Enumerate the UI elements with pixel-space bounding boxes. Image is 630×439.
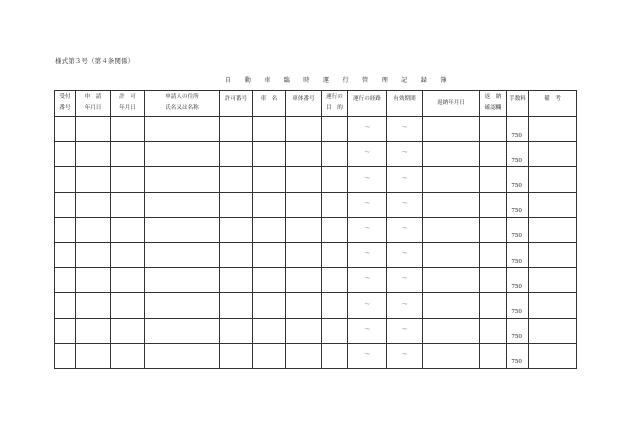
- vehicle-name-cell: [253, 192, 286, 217]
- return-date-cell: [423, 268, 480, 293]
- col-permit-date: 許 可 年月日: [111, 91, 145, 117]
- permit-number-cell: [220, 142, 253, 167]
- remarks-cell: [529, 242, 577, 267]
- applicant-cell: [145, 217, 220, 242]
- applicant-cell: [145, 142, 220, 167]
- application-date-cell: [76, 293, 111, 318]
- form-number-label: 様式第３号（第４条関係）: [55, 57, 135, 65]
- table-row: [55, 217, 577, 242]
- route-cell: ～: [348, 293, 387, 318]
- table-row: [55, 142, 577, 167]
- fee-cell: 750: [507, 268, 529, 293]
- col-permit-number: 許可番号: [220, 91, 253, 117]
- permit-date-cell: [111, 217, 145, 242]
- col-valid-period: 有効期間: [387, 91, 423, 117]
- application-date-cell: [76, 318, 111, 343]
- period-cell: ～: [387, 192, 423, 217]
- return-check-cell: [480, 318, 507, 343]
- permit-date-cell: [111, 343, 145, 368]
- chassis-number-cell: [286, 242, 322, 267]
- permit-date-cell: [111, 318, 145, 343]
- return-check-cell: [480, 192, 507, 217]
- route-cell: ～: [348, 142, 387, 167]
- vehicle-name-cell: [253, 293, 286, 318]
- return-date-cell: [423, 318, 480, 343]
- permit-date-cell: [111, 293, 145, 318]
- remarks-cell: [529, 268, 577, 293]
- application-date-cell: [76, 242, 111, 267]
- col-return-date: 返納年月日: [423, 91, 480, 117]
- chassis-number-cell: [286, 318, 322, 343]
- receipt-number-cell: [55, 343, 76, 368]
- table-row: [55, 117, 577, 142]
- col-chassis-number: 車体番号: [286, 91, 322, 117]
- table-row: [55, 268, 577, 293]
- chassis-number-cell: [286, 293, 322, 318]
- application-date-cell: [76, 192, 111, 217]
- applicant-cell: [145, 192, 220, 217]
- permit-date-cell: [111, 167, 145, 192]
- purpose-cell: [322, 167, 348, 192]
- permit-number-cell: [220, 268, 253, 293]
- applicant-cell: [145, 117, 220, 142]
- return-date-cell: [423, 192, 480, 217]
- return-date-cell: [423, 242, 480, 267]
- purpose-cell: [322, 293, 348, 318]
- col-operation-route: 運行の経路: [348, 91, 387, 117]
- header-row: [55, 91, 577, 117]
- applicant-cell: [145, 343, 220, 368]
- receipt-number-cell: [55, 242, 76, 267]
- fee-cell: 750: [507, 192, 529, 217]
- period-cell: ～: [387, 242, 423, 267]
- document-title: 自 動 車 臨 時 運 行 管 理 記 録 簿: [225, 77, 451, 84]
- application-date-cell: [76, 343, 111, 368]
- route-cell: ～: [348, 217, 387, 242]
- fee-cell: 750: [507, 293, 529, 318]
- period-cell: ～: [387, 293, 423, 318]
- permit-date-cell: [111, 117, 145, 142]
- permit-number-cell: [220, 293, 253, 318]
- purpose-cell: [322, 343, 348, 368]
- permit-number-cell: [220, 242, 253, 267]
- period-cell: ～: [387, 318, 423, 343]
- table-row: [55, 343, 577, 368]
- permit-date-cell: [111, 268, 145, 293]
- col-receipt-number: 受付 番号: [55, 91, 76, 117]
- return-date-cell: [423, 117, 480, 142]
- permit-number-cell: [220, 318, 253, 343]
- chassis-number-cell: [286, 217, 322, 242]
- period-cell: ～: [387, 142, 423, 167]
- ledger-body: [55, 117, 577, 369]
- return-check-cell: [480, 242, 507, 267]
- chassis-number-cell: [286, 343, 322, 368]
- fee-cell: 750: [507, 318, 529, 343]
- vehicle-name-cell: [253, 268, 286, 293]
- chassis-number-cell: [286, 117, 322, 142]
- permit-date-cell: [111, 242, 145, 267]
- applicant-cell: [145, 293, 220, 318]
- route-cell: ～: [348, 343, 387, 368]
- return-date-cell: [423, 293, 480, 318]
- receipt-number-cell: [55, 142, 76, 167]
- applicant-cell: [145, 167, 220, 192]
- period-cell: ～: [387, 167, 423, 192]
- chassis-number-cell: [286, 167, 322, 192]
- purpose-cell: [322, 318, 348, 343]
- vehicle-name-cell: [253, 318, 286, 343]
- purpose-cell: [322, 117, 348, 142]
- receipt-number-cell: [55, 217, 76, 242]
- permit-number-cell: [220, 217, 253, 242]
- col-operation-purpose: 運行の 目 的: [322, 91, 348, 117]
- vehicle-name-cell: [253, 117, 286, 142]
- table-row: [55, 318, 577, 343]
- return-date-cell: [423, 142, 480, 167]
- route-cell: ～: [348, 318, 387, 343]
- remarks-cell: [529, 343, 577, 368]
- remarks-cell: [529, 167, 577, 192]
- permit-number-cell: [220, 167, 253, 192]
- application-date-cell: [76, 217, 111, 242]
- remarks-cell: [529, 318, 577, 343]
- remarks-cell: [529, 142, 577, 167]
- fee-cell: 750: [507, 242, 529, 267]
- purpose-cell: [322, 192, 348, 217]
- receipt-number-cell: [55, 192, 76, 217]
- remarks-cell: [529, 192, 577, 217]
- col-vehicle-name: 車 名: [253, 91, 286, 117]
- period-cell: ～: [387, 117, 423, 142]
- return-date-cell: [423, 167, 480, 192]
- table-row: [55, 167, 577, 192]
- receipt-number-cell: [55, 293, 76, 318]
- return-check-cell: [480, 343, 507, 368]
- permit-date-cell: [111, 142, 145, 167]
- permit-number-cell: [220, 117, 253, 142]
- fee-cell: 750: [507, 142, 529, 167]
- purpose-cell: [322, 142, 348, 167]
- return-check-cell: [480, 117, 507, 142]
- purpose-cell: [322, 242, 348, 267]
- period-cell: ～: [387, 268, 423, 293]
- application-date-cell: [76, 268, 111, 293]
- vehicle-name-cell: [253, 217, 286, 242]
- return-check-cell: [480, 217, 507, 242]
- vehicle-name-cell: [253, 242, 286, 267]
- return-check-cell: [480, 142, 507, 167]
- route-cell: ～: [348, 192, 387, 217]
- vehicle-name-cell: [253, 142, 286, 167]
- fee-cell: 750: [507, 117, 529, 142]
- return-check-cell: [480, 293, 507, 318]
- applicant-cell: [145, 268, 220, 293]
- receipt-number-cell: [55, 167, 76, 192]
- receipt-number-cell: [55, 268, 76, 293]
- applicant-cell: [145, 242, 220, 267]
- permit-number-cell: [220, 192, 253, 217]
- route-cell: ～: [348, 167, 387, 192]
- applicant-cell: [145, 318, 220, 343]
- vehicle-name-cell: [253, 167, 286, 192]
- fee-cell: 750: [507, 343, 529, 368]
- permit-number-cell: [220, 343, 253, 368]
- period-cell: ～: [387, 217, 423, 242]
- return-date-cell: [423, 343, 480, 368]
- purpose-cell: [322, 217, 348, 242]
- col-remarks: 備 考: [529, 91, 577, 117]
- return-check-cell: [480, 167, 507, 192]
- fee-cell: 750: [507, 217, 529, 242]
- remarks-cell: [529, 293, 577, 318]
- route-cell: ～: [348, 117, 387, 142]
- ledger-table: [54, 90, 577, 369]
- application-date-cell: [76, 117, 111, 142]
- route-cell: ～: [348, 242, 387, 267]
- permit-date-cell: [111, 192, 145, 217]
- chassis-number-cell: [286, 268, 322, 293]
- col-fee: 手数料: [507, 91, 529, 117]
- route-cell: ～: [348, 268, 387, 293]
- return-date-cell: [423, 217, 480, 242]
- col-application-date: 申 請 年月日: [76, 91, 111, 117]
- remarks-cell: [529, 217, 577, 242]
- table-row: [55, 192, 577, 217]
- period-cell: ～: [387, 343, 423, 368]
- col-return-check: 返 納 確認欄: [480, 91, 507, 117]
- fee-cell: 750: [507, 167, 529, 192]
- purpose-cell: [322, 268, 348, 293]
- chassis-number-cell: [286, 192, 322, 217]
- chassis-number-cell: [286, 142, 322, 167]
- remarks-cell: [529, 117, 577, 142]
- receipt-number-cell: [55, 318, 76, 343]
- col-applicant: 申請人の住所 氏名又は名称: [145, 91, 220, 117]
- table-row: [55, 293, 577, 318]
- application-date-cell: [76, 167, 111, 192]
- application-date-cell: [76, 142, 111, 167]
- receipt-number-cell: [55, 117, 76, 142]
- table-row: [55, 242, 577, 267]
- vehicle-name-cell: [253, 343, 286, 368]
- return-check-cell: [480, 268, 507, 293]
